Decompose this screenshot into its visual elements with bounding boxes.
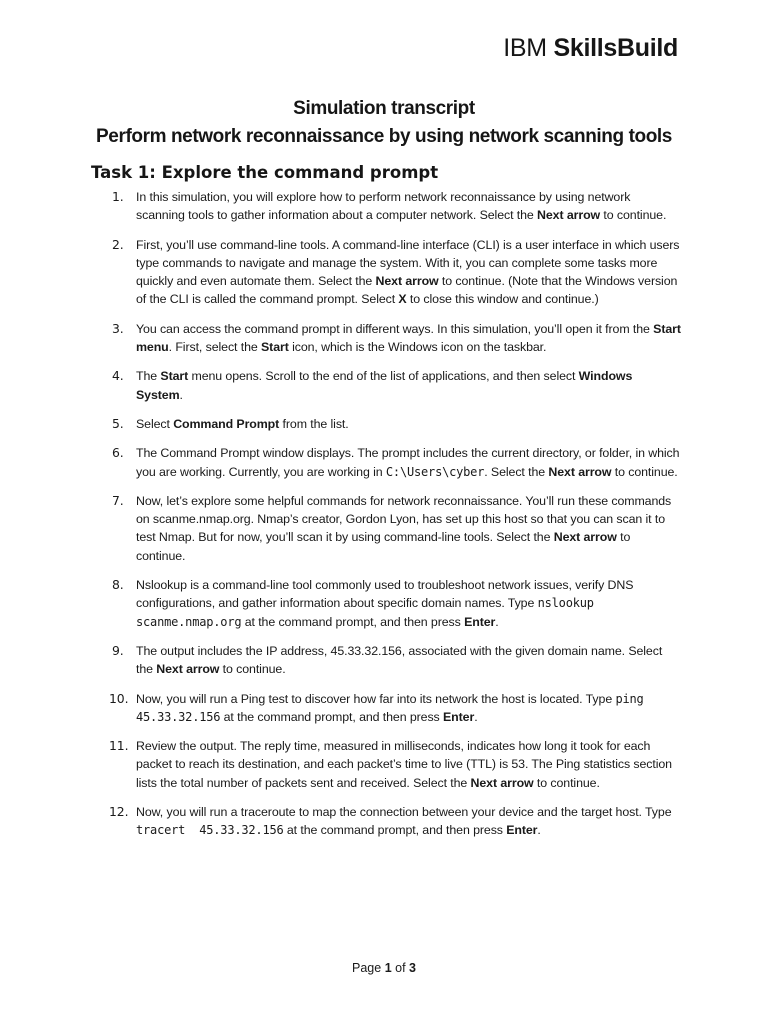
list-item: 3. You can access the command prompt in different ways. In this simulation, you’ll open it from the Start menu. First, select the Start icon, which is the Windows icon on the taskbar. xyxy=(112,320,681,355)
list-item: 11. Review the output. The reply time, measured in milliseconds, indicates how long it took for each packet to reach its destination, and each packet’s time to live (TTL) is 53. The Ping statistics section lists the total number of packets sent and received. Select the Next arrow to continue. xyxy=(109,738,672,790)
brand-name: SkillsBuild xyxy=(553,34,678,62)
step-number: 10. xyxy=(109,690,129,706)
step-number: 9. xyxy=(112,642,124,658)
step-number: 4. xyxy=(112,368,124,384)
list-item: 12. Now, you will run a traceroute to map the connection between your device and the target host. Type tracert 45.33.32.156 at the command prompt, and then press Enter. xyxy=(109,804,672,838)
list-item: 4. The Start menu opens. Scroll to the end of the list of applications, and then select Windows System. xyxy=(112,368,633,402)
step-number: 1. xyxy=(112,189,124,204)
list-item: 2. First, you’ll use command-line tools. A command-line interface (CLI) is a user interface in which users type commands to navigate and manage the system. With it, you can complete some tasks more quickly and even automate them. Select the Next arrow to continue. (Note that the Windows version of the CLI is called the command prompt. Select X to close this window and continue.) xyxy=(112,236,680,307)
step-number: 7. xyxy=(112,492,124,508)
list-item: 9. The output includes the IP address, 45.33.32.156, associated with the given domain name. Select the Next arrow to continue. xyxy=(112,642,663,677)
step-number: 2. xyxy=(112,236,124,252)
step-number: 12. xyxy=(109,804,129,820)
step-number: 3. xyxy=(112,320,124,336)
step-list xyxy=(0,188,768,840)
list-item: 6. The Command Prompt window displays. The prompt includes the current directory, or folder, in which you are working. Currently, you are working in C:\Users\cyber. Select the Next arrow to continue. xyxy=(112,445,680,479)
step-number: 6. xyxy=(112,445,124,461)
list-item: 10. Now, you will run a Ping test to discover how far into its network the host is located. Type ping 45.33.32.156 at the command prompt, and then press Enter. xyxy=(109,690,644,724)
list-item: 8. Nslookup is a command-line tool commonly used to troubleshoot network issues, verify DNS configurations, and gather information about specific domain names. Type nslookup scanme.nmap.org at the command prompt, and then press Enter. xyxy=(112,577,634,629)
step-number: 5. xyxy=(112,415,124,431)
list-item: 1. In this simulation, you will explore how to perform network reconnaissance by using network scanning tools to gather information about a computer network. Select the Next arrow to continue. xyxy=(112,189,667,223)
brand-logo xyxy=(503,34,678,63)
step-number: 8. xyxy=(112,577,124,593)
task-heading: Task 1: Explore the command prompt xyxy=(91,163,439,182)
brand-prefix: IBM xyxy=(503,34,547,62)
document-title xyxy=(0,95,768,151)
list-item: 7. Now, let’s explore some helpful commands for network reconnaissance. You’ll run these commands on scanme.nmap.org. Nmap’s creator, Gordon Lyon, has set up this host so that you can scan it to test Nmap. But for now, you’ll scan it by using command-line tools. Select the Next arrow to continue. xyxy=(112,492,672,563)
title-line-1: Simulation transcript xyxy=(293,98,475,119)
title-line-2: Perform network reconnaissance by using network scanning tools xyxy=(96,126,672,147)
list-item: 5. Select Command Prompt from the list. xyxy=(0,415,681,433)
step-number: 11. xyxy=(109,738,129,754)
page-number: Page 1 of 3 xyxy=(352,961,416,975)
